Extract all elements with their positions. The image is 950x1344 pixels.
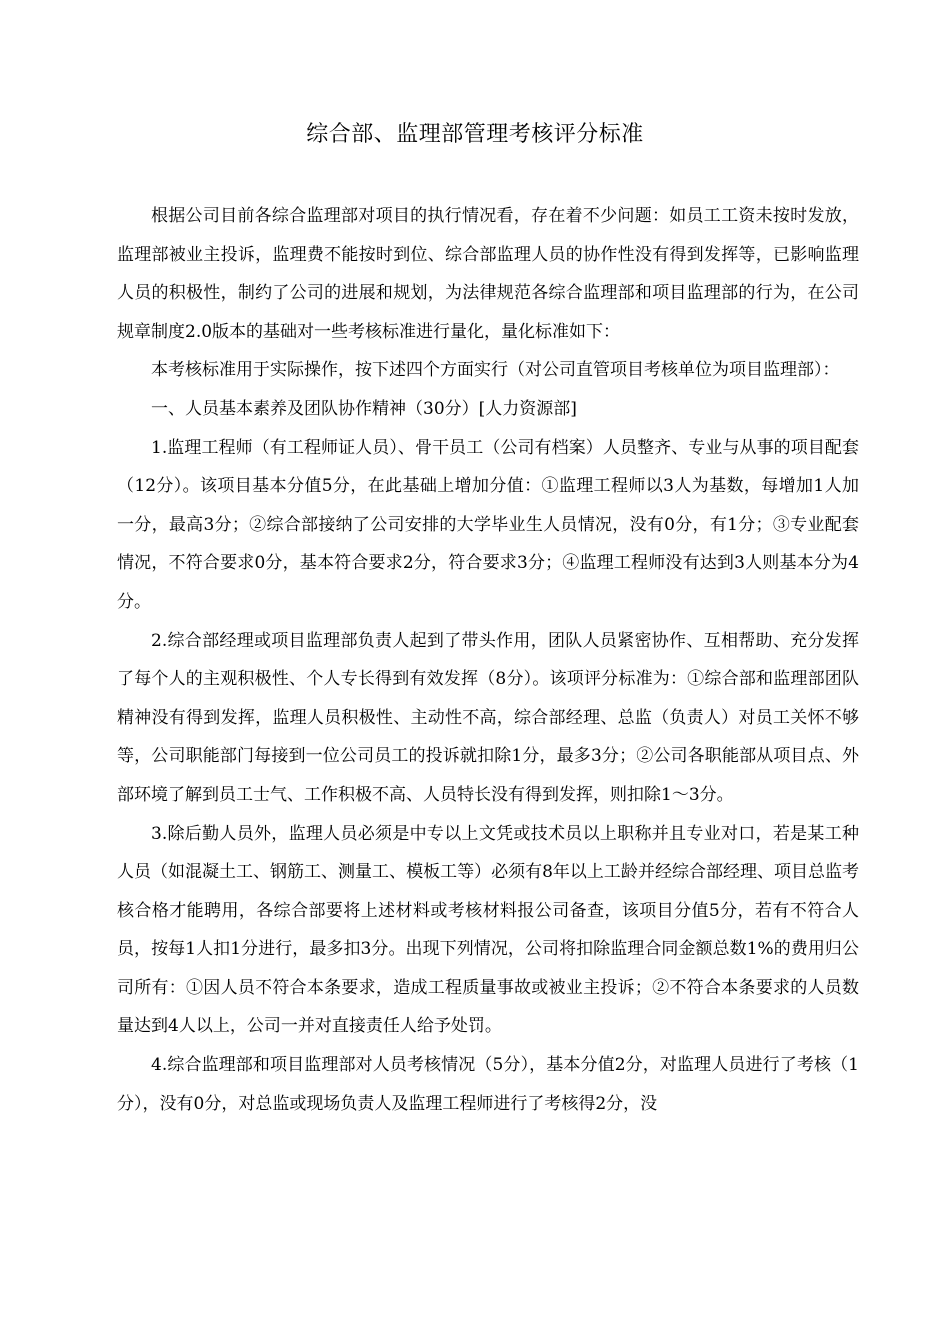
item-4-paragraph: 4.综合监理部和项目监理部对人员考核情况（5分），基本分值2分，对监理人员进行了考核（1分），没有0分，对总监或现场负责人及监理工程师进行了考核得2分，没 <box>117 1055 859 1114</box>
item-1-paragraph: 1.监理工程师（有工程师证人员）、骨干员工（公司有档案）人员整齐、专业与从事的项目配套（12分）。该项目基本分值5分，在此基础上增加分值：①监理工程师以3人为基数，每增加1人加一分，最高3分；②综合部接纳了公司安排的大学毕业生人员情况，没有0分，有1分；③专业配套情况，不符合要求0分，基本符合要求2分，符合要求3分；④监理工程师没有达到3人则基本分为4分。 <box>117 437 859 612</box>
document-title: 综合部、监理部管理考核评分标准 <box>306 122 644 147</box>
scope-paragraph: 本考核标准用于实际操作，按下述四个方面实行（对公司直管项目考核单位为项目监理部）： <box>151 360 840 381</box>
item-3-paragraph: 3.除后勤人员外，监理人员必须是中专以上文凭或技术员以上职称并且专业对口，若是某工种人员（如混凝土工、钢筋工、测量工、模板工等）必须有8年以上工龄并经综合部经理、项目总监考核合格才能聘用，各综合部要将上述材料或考核材料报公司备查，该项目分值5分，若有不符合人员，按每1人扣1分进行，最多扣3分。出现下列情况，公司将扣除监理合同金额总数1%的费用归公司所有：①因人员不符合本条要求，造成工程质量事故或被业主投诉；②不符合本条要求的人员数量达到4人以上，公司一并对直接责任人给予处罚。 <box>117 823 859 1037</box>
document-body <box>117 197 859 1123</box>
intro-paragraph: 根据公司目前各综合监理部对项目的执行情况看，存在着不少问题：如员工工资未按时发放，监理部被业主投诉，监理费不能按时到位、综合部监理人员的协作性没有得到发挥等，已影响监理人员的积极性，制约了公司的进展和规划，为法律规范各综合监理部和项目监理部的行为，在公司规章制度2.0版本的基础对一些考核标准进行量化，量化标准如下： <box>117 206 859 342</box>
section-heading: 一、人员基本素养及团队协作精神（30分）[人力资源部] <box>151 398 577 419</box>
item-2-paragraph: 2.综合部经理或项目监理部负责人起到了带头作用，团队人员紧密协作、互相帮助、充分发挥了每个人的主观积极性、个人专长得到有效发挥（8分）。该项评分标准为：①综合部和监理部团队精神没有得到发挥，监理人员积极性、主动性不高，综合部经理、总监（负责人）对员工关怀不够等，公司职能部门每接到一位公司员工的投诉就扣除1分，最多3分；②公司各职能部从项目点、外部环境了解到员工士气、工作积极不高、人员特长没有得到发挥，则扣除1～3分。 <box>117 630 859 805</box>
